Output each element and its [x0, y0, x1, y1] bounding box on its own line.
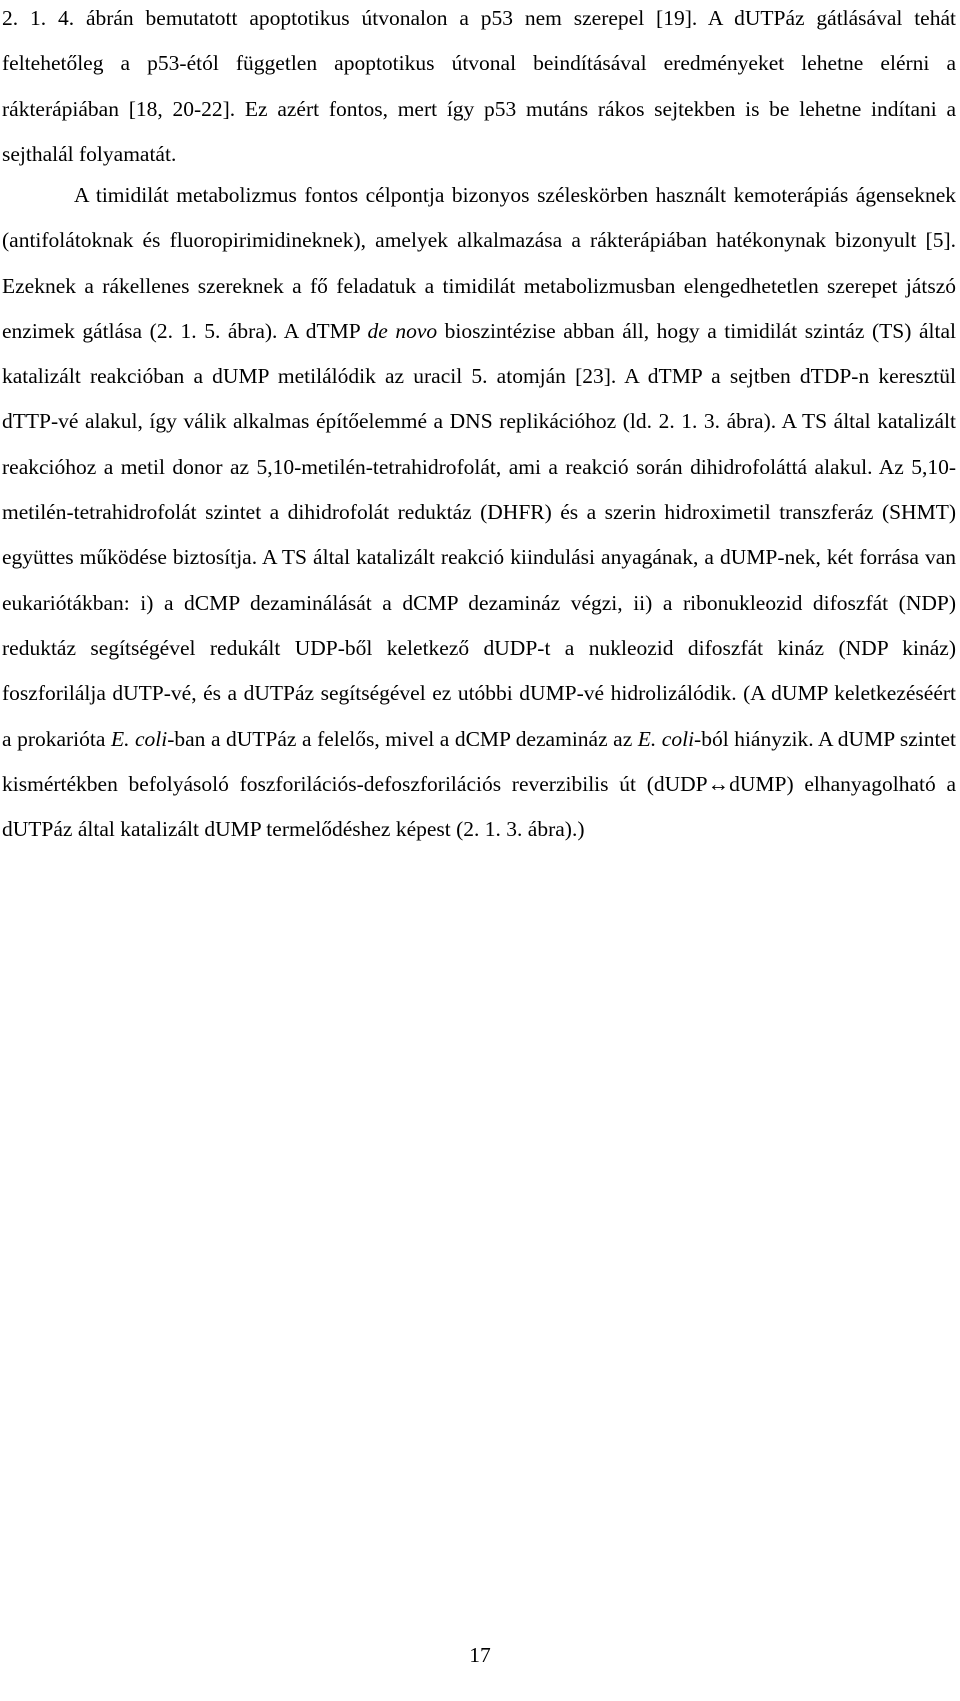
- page-number: 17: [469, 1643, 491, 1667]
- italic-term-e-coli: E. coli: [637, 726, 695, 751]
- paragraph-thymidylate-metabolism: [2, 173, 956, 852]
- italic-term-e-coli: E. coli: [110, 726, 168, 751]
- italic-term-de-novo: de novo: [367, 318, 438, 343]
- paragraph-text: bioszintézise abban áll, hogy a timidilát szintáz (TS) által katalizált reakcióban a dUMP metilálódik az uracil 5. atomján [23]. A dTMP a sejtben dTDP-n keresztül dTTP-vé alakul, így válik alkalmas építőelemmé a DNS replikációhoz (ld. 2. 1. 3. ábra). A TS által katalizált reakcióhoz a metil donor az 5,10-metilén-tetrahidrofolát, ami a reakció során dihidrofoláttá alakul. Az 5,10-metilén-tetrahidrofolát szintet a dihidrofolát reduktáz (DHFR) és a szerin hidroximetil transzferáz (SHMT) együttes működése biztosítja. A TS által katalizált reakció kiindulási anyagának, a dUMP-nek, két forrása van eukariótákban: i) a dCMP dezaminálását a dCMP dezamináz végzi, ii) a ribonukleozid difoszfát (NDP) reduktáz segítségével redukált UDP-ből keletkező dUDP-t a nukleozid difoszfát kináz (NDP kináz) foszforilálja dUTP-vé, és a dUTPáz segítségével ez utóbbi dUMP-vé hidrolizálódik. (A dUMP keletkezéséért a prokarióta: [2, 318, 956, 751]
- paragraph-text: 2. 1. 4. ábrán bemutatott apoptotikus útvonalon a p53 nem szerepel [19]. A dUTPáz gátlásával tehát feltehetőleg a p53-étól független apoptotikus útvonal beindításával eredményeket lehetne elérni a rákterápiában [18, 20-22]. Ez azért fontos, mert így p53 mutáns rákos sejtekben is be lehetne indítani a sejthalál folyamatát.: [2, 6, 956, 166]
- paragraph-text: -ból hiányzik. A dUMP szintet kismértékben befolyásoló foszforilációs-defoszforilációs reverzibilis út (dUDP↔dUMP) elhanyagolható a dUTPáz által katalizált dUMP termelődéshez képest (2. 1. 3. ábra).): [2, 726, 957, 842]
- paragraph-text: A timidilát metabolizmus fontos célpontja bizonyos széleskörben használt kemoterápiás ágenseknek (antifolátoknak és fluoropirimidineknek), amelyek alkalmazása a rákterápiában hatékonynak bizonyult [5]. Ezeknek a rákellenes szereknek a fő feladatuk a timidilát metabolizmusban elengedhetetlen szerepet játszó enzimek gátlása (2. 1. 5. ábra). A dTMP: [2, 183, 956, 343]
- paragraph-apoptosis: [2, 0, 956, 177]
- paragraph-text: -ban a dUTPáz a felelős, mivel a dCMP dezamináz az: [167, 726, 638, 751]
